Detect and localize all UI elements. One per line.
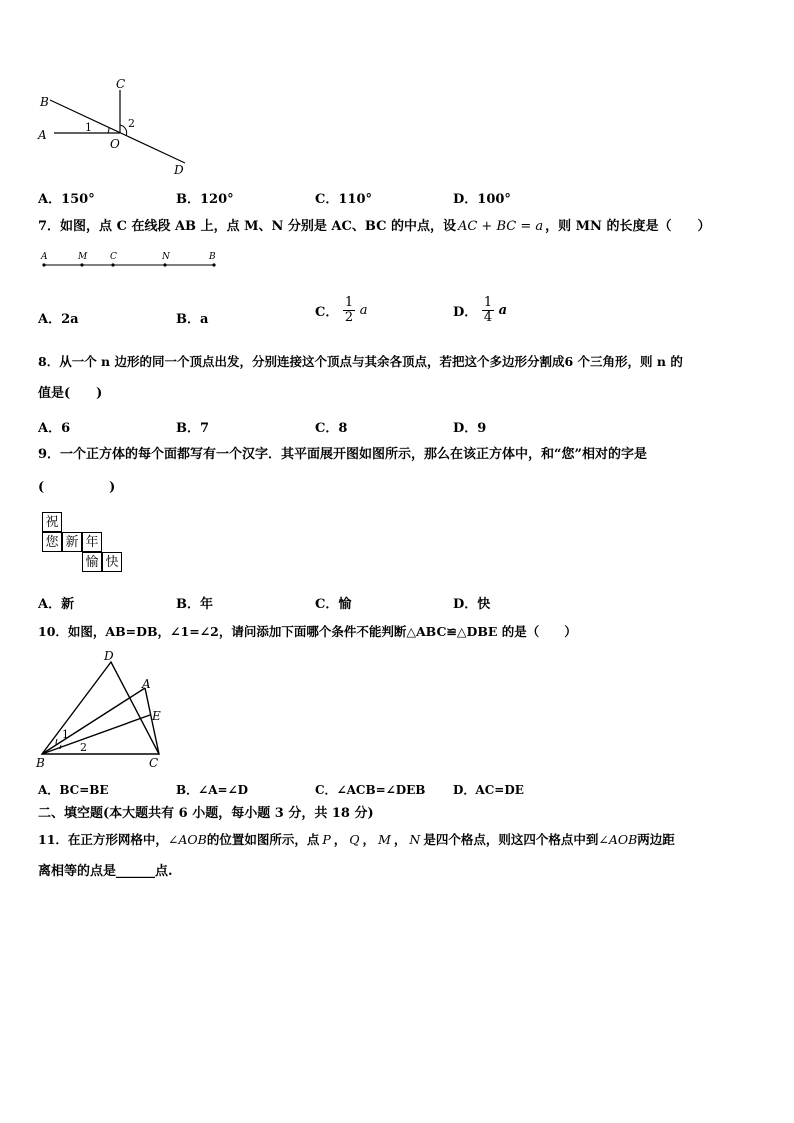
net-cell-zhu: 祝 xyxy=(42,512,62,532)
q6-label-angle2: 2 xyxy=(128,117,135,130)
q10-label-B: B xyxy=(36,756,45,770)
q6-label-C: C xyxy=(116,77,126,91)
q6-option-b: B．120° xyxy=(176,192,234,207)
q7-option-a: A．2a xyxy=(38,312,79,327)
q10-option-b: B．∠A=∠D xyxy=(176,783,249,797)
q7-seg-label-C: C xyxy=(110,252,117,262)
q7-segment-figure xyxy=(38,250,223,270)
q6-label-A: A xyxy=(38,128,47,142)
q10-label-C: C xyxy=(149,756,159,770)
net-cell-kuai: 快 xyxy=(102,552,122,572)
q8-question-line2: 值是( ) xyxy=(38,386,103,401)
q8-option-d: D．9 xyxy=(453,421,487,436)
q8-question-line1: 8．从一个 n 边形的同一个顶点出发，分别连接这个顶点与其余各顶点，若把这个多边形分割成6 个三角形，则 n 的 xyxy=(38,354,683,369)
q10-option-d: D．AC=DE xyxy=(453,783,524,797)
q9-option-a: A．新 xyxy=(38,597,75,612)
section-heading-fill-in: 二、填空题(本大题共有 6 小题，每小题 3 分，共 18 分) xyxy=(38,806,374,821)
q6-angle-figure xyxy=(30,75,200,180)
q7-option-b: B．a xyxy=(176,312,209,327)
q11-question-line1: 11．在正方形网格中，∠AOB的位置如图所示，点 P ， Q ， M ， N 是四个格点，则这四个格点中到∠AOB两边距 xyxy=(38,832,675,847)
q10-label-D: D xyxy=(104,649,114,663)
q9-question-line2: ( ) xyxy=(38,480,116,495)
q7-seg-label-A: A xyxy=(41,252,48,262)
q8-option-a: A．6 xyxy=(38,421,71,436)
q10-triangle-figure xyxy=(32,648,172,770)
q10-option-a: A．BC=BE xyxy=(38,783,109,797)
q6-label-B: B xyxy=(40,95,49,109)
net-cell-yu: 愉 xyxy=(82,552,102,572)
q11-question-line2: 离相等的点是______点. xyxy=(38,864,173,879)
net-cell-nin: 您 xyxy=(42,532,62,552)
q10-option-c: C．∠ACB=∠DEB xyxy=(315,783,426,797)
q7-option-c: C． $\frac{1}{2}$ a xyxy=(315,295,368,325)
q9-option-d: D．快 xyxy=(453,597,491,612)
q9-question-line1: 9．一个正方体的每个面都写有一个汉字．其平面展开图如图所示，那么在该正方体中，和“您”相对的字是 xyxy=(38,447,648,462)
q6-option-c: C．110° xyxy=(315,192,372,207)
q7-seg-label-M: M xyxy=(78,252,88,262)
q10-label-A: A xyxy=(142,677,151,691)
q6-label-O: O xyxy=(110,137,120,151)
q6-option-d: D．100° xyxy=(453,192,511,207)
q6-label-D: D xyxy=(174,163,184,177)
q9-option-c: C．愉 xyxy=(315,597,352,612)
q7-seg-label-B: B xyxy=(209,252,216,262)
q8-option-b: B．7 xyxy=(176,421,210,436)
q10-question: 10．如图，AB=DB，∠1=∠2，请问添加下面哪个条件不能判断△ABC≌△DBE 的是（ ） xyxy=(38,624,577,639)
q7-option-d: D． $\frac{1}{4}$ a xyxy=(453,295,508,325)
q7-option-d-fraction: $\frac{1}{4}$ xyxy=(483,295,493,325)
q6-label-angle1: 1 xyxy=(85,121,92,134)
net-cell-nian: 年 xyxy=(82,532,102,552)
net-cell-xin: 新 xyxy=(62,532,82,552)
q10-label-angle1: 1 xyxy=(62,728,69,741)
q9-cube-net xyxy=(42,512,124,574)
q7-question: 7．如图，点 C 在线段 AB 上，点 M、N 分别是 AC、BC 的中点，设 AC + BC = a ，则 MN 的长度是（ ） xyxy=(38,219,711,234)
q7-seg-label-N: N xyxy=(162,252,170,262)
q6-option-a: A．150° xyxy=(38,192,95,207)
q8-option-c: C．8 xyxy=(315,421,348,436)
q9-option-b: B．年 xyxy=(176,597,214,612)
q10-label-E: E xyxy=(152,709,161,723)
q7-option-c-fraction: $\frac{1}{2}$ xyxy=(344,295,354,325)
q10-label-angle2: 2 xyxy=(80,741,87,754)
